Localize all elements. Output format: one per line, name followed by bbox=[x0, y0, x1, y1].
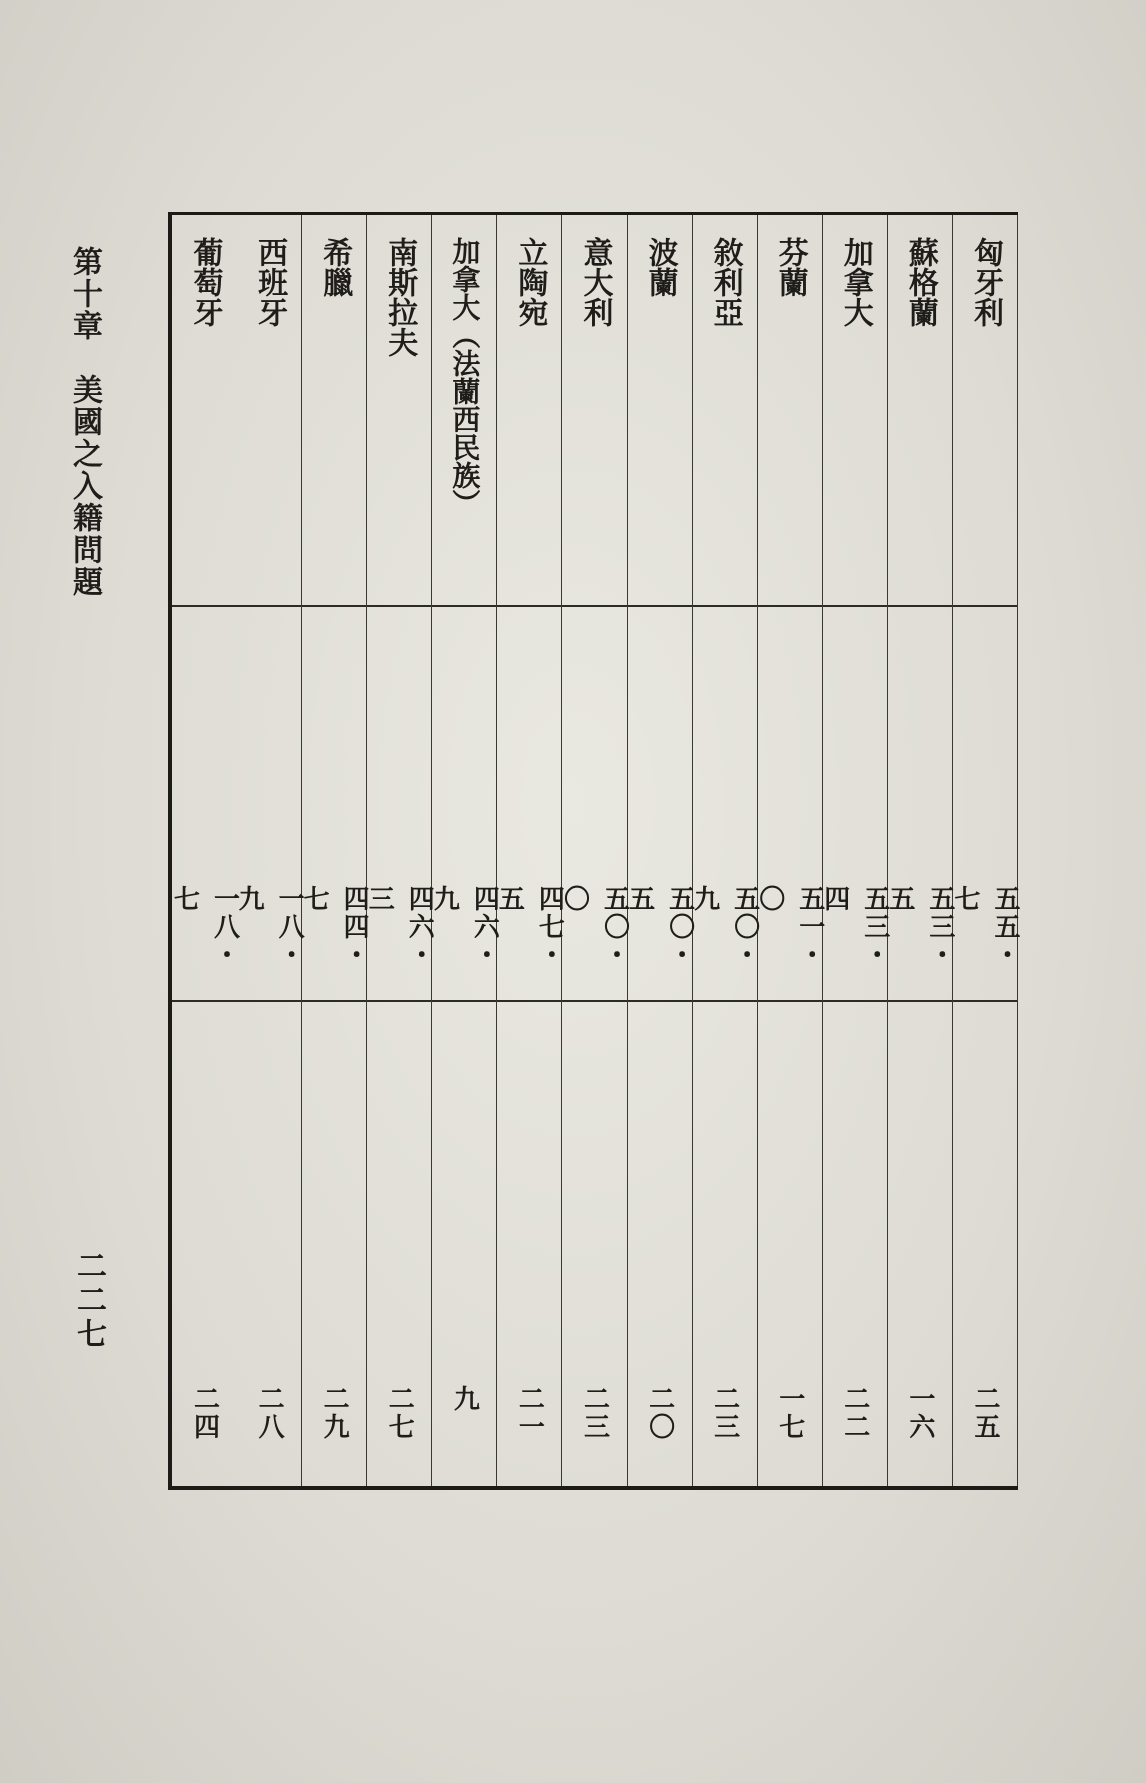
country-name: 匈牙利 bbox=[967, 237, 1003, 327]
country-name: 加拿大 bbox=[837, 237, 873, 327]
running-head: 第十章 美國之入籍問題 bbox=[67, 246, 102, 598]
percent-value: 一八・七 bbox=[169, 885, 240, 969]
rank-value: 一六 bbox=[904, 1385, 935, 1441]
country-name: 葡萄牙 bbox=[187, 237, 223, 327]
country-name: 蘇格蘭 bbox=[902, 237, 938, 327]
rank-value: 二三 bbox=[709, 1385, 740, 1441]
percent-value: 五三・五 bbox=[884, 885, 955, 969]
percent-value: 一八・九 bbox=[234, 885, 305, 969]
country-name: 芬蘭 bbox=[772, 237, 808, 297]
country-name: 希臘 bbox=[317, 237, 353, 297]
percent-value: 四七・五 bbox=[494, 885, 565, 969]
table-row bbox=[624, 215, 695, 1486]
percent-value: 四六・三 bbox=[364, 885, 435, 969]
table-row bbox=[754, 215, 825, 1486]
rank-value: 二七 bbox=[384, 1385, 415, 1441]
table-row bbox=[559, 215, 630, 1486]
percent-value: 四六・九 bbox=[429, 885, 500, 969]
table-row bbox=[429, 215, 500, 1486]
table-row bbox=[689, 215, 760, 1486]
percent-value: 五〇・九 bbox=[689, 885, 760, 969]
percent-value: 五一・〇 bbox=[754, 885, 825, 969]
page-number: 二二七 bbox=[71, 1250, 106, 1352]
percent-value: 四四・七 bbox=[299, 885, 370, 969]
percent-value: 五〇・五 bbox=[624, 885, 695, 969]
percent-value: 五〇・〇 bbox=[559, 885, 630, 969]
table-row bbox=[949, 215, 1020, 1486]
rank-value: 二一 bbox=[514, 1385, 545, 1441]
table-row bbox=[299, 215, 370, 1486]
country-name: 立陶宛 bbox=[512, 237, 548, 327]
percent-value: 五五・七 bbox=[949, 885, 1020, 969]
data-table bbox=[168, 212, 1018, 1490]
rank-value: 二〇 bbox=[644, 1385, 675, 1441]
country-name: 南斯拉夫 bbox=[382, 237, 418, 357]
table-row bbox=[884, 215, 955, 1486]
rank-value: 二四 bbox=[189, 1385, 220, 1441]
rank-value: 二九 bbox=[319, 1385, 350, 1441]
table-row bbox=[364, 215, 435, 1486]
country-name: 意大利 bbox=[577, 237, 613, 327]
percent-value: 五三・四 bbox=[819, 885, 890, 969]
rank-value: 二二 bbox=[839, 1385, 870, 1441]
country-name: 敘利亞 bbox=[707, 237, 743, 327]
country-name: 加拿大（法蘭西民族） bbox=[448, 237, 482, 517]
country-name: 西班牙 bbox=[252, 237, 288, 327]
rank-value: 二三 bbox=[579, 1385, 610, 1441]
table-row bbox=[169, 215, 240, 1486]
rank-value: 一七 bbox=[774, 1385, 805, 1441]
table-row bbox=[819, 215, 890, 1486]
country-name: 波蘭 bbox=[642, 237, 678, 297]
rank-value: 九 bbox=[449, 1385, 480, 1413]
rank-value: 二五 bbox=[969, 1385, 1000, 1441]
table-row bbox=[494, 215, 565, 1486]
rank-value: 二八 bbox=[254, 1385, 285, 1441]
table-row bbox=[234, 215, 305, 1486]
